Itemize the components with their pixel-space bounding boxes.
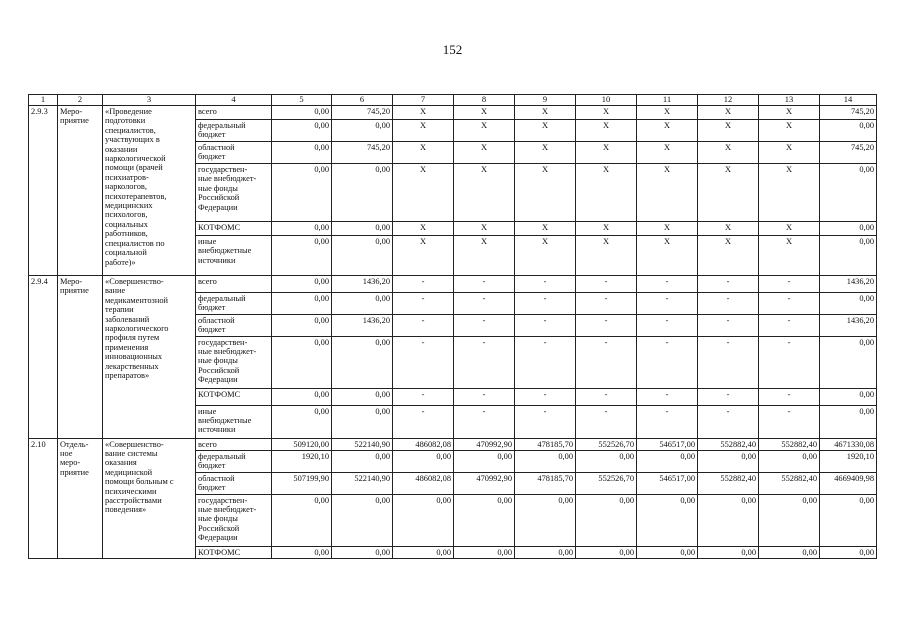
- value-cell: 0,00: [698, 546, 759, 558]
- value-cell: X: [393, 106, 454, 120]
- funding-source: всего: [196, 276, 272, 293]
- value-cell: X: [759, 164, 820, 222]
- value-cell: 0,00: [820, 546, 877, 558]
- value-cell: 478185,70: [515, 438, 576, 450]
- value-cell: X: [759, 236, 820, 276]
- section-name: «Совершенство- вание системы оказания медицинской помощи больным с психическими расстройствами поведения»: [103, 438, 196, 558]
- value-cell: X: [698, 236, 759, 276]
- value-cell: 0,00: [332, 451, 393, 473]
- value-cell: -: [576, 314, 637, 336]
- funding-source: иные внебюджетные источники: [196, 405, 272, 438]
- value-cell: 0,00: [332, 293, 393, 315]
- value-cell: -: [454, 314, 515, 336]
- value-cell: X: [698, 106, 759, 120]
- value-cell: 470992,90: [454, 438, 515, 450]
- value-cell: 0,00: [759, 494, 820, 546]
- value-cell: -: [759, 314, 820, 336]
- value-cell: 0,00: [332, 494, 393, 546]
- value-cell: 0,00: [272, 293, 332, 315]
- value-cell: 486082,08: [393, 438, 454, 450]
- value-cell: -: [576, 388, 637, 405]
- value-cell: 745,20: [332, 106, 393, 120]
- value-cell: X: [637, 222, 698, 236]
- value-cell: 0,00: [272, 236, 332, 276]
- value-cell: X: [393, 236, 454, 276]
- funding-source: всего: [196, 438, 272, 450]
- value-cell: -: [515, 388, 576, 405]
- value-cell: 0,00: [393, 451, 454, 473]
- value-cell: -: [698, 293, 759, 315]
- value-cell: 0,00: [332, 336, 393, 388]
- value-cell: 0,00: [393, 546, 454, 558]
- value-cell: X: [698, 142, 759, 164]
- value-cell: 0,00: [759, 451, 820, 473]
- value-cell: X: [759, 222, 820, 236]
- value-cell: -: [515, 276, 576, 293]
- value-cell: 478185,70: [515, 472, 576, 494]
- value-cell: -: [637, 405, 698, 438]
- value-cell: 0,00: [637, 546, 698, 558]
- value-cell: 0,00: [820, 236, 877, 276]
- value-cell: 0,00: [454, 451, 515, 473]
- value-cell: X: [576, 236, 637, 276]
- value-cell: X: [637, 142, 698, 164]
- value-cell: 0,00: [515, 494, 576, 546]
- section-code: 2.9.3: [29, 106, 58, 276]
- value-cell: X: [637, 236, 698, 276]
- value-cell: 745,20: [332, 142, 393, 164]
- value-cell: -: [698, 276, 759, 293]
- value-cell: X: [698, 222, 759, 236]
- funding-source: КОТФОМС: [196, 388, 272, 405]
- value-cell: 0,00: [515, 451, 576, 473]
- value-cell: 0,00: [332, 405, 393, 438]
- funding-source: государствен- ные внебюджет- ные фонды Российской Федерации: [196, 336, 272, 388]
- value-cell: 0,00: [576, 546, 637, 558]
- value-cell: 745,20: [820, 142, 877, 164]
- value-cell: 1920,10: [272, 451, 332, 473]
- value-cell: -: [698, 388, 759, 405]
- column-header: 11: [637, 95, 698, 106]
- page-number: 152: [442, 42, 463, 57]
- value-cell: -: [637, 276, 698, 293]
- value-cell: 0,00: [272, 405, 332, 438]
- table-row: [29, 276, 877, 293]
- value-cell: -: [576, 293, 637, 315]
- column-header: 1: [29, 95, 58, 106]
- value-cell: 0,00: [272, 494, 332, 546]
- column-header: 10: [576, 95, 637, 106]
- value-cell: X: [576, 222, 637, 236]
- section-type: Меро- приятие: [58, 276, 103, 439]
- value-cell: 0,00: [820, 120, 877, 142]
- value-cell: 0,00: [332, 120, 393, 142]
- funding-source: областной бюджет: [196, 314, 272, 336]
- value-cell: 0,00: [272, 276, 332, 293]
- section-name: «Совершенство- вание медикаментозной терапии заболеваний наркологического профиля путем применения инновационных лекарственных препаратов»: [103, 276, 196, 439]
- value-cell: 0,00: [332, 546, 393, 558]
- header-row: [29, 95, 877, 106]
- value-cell: 0,00: [576, 451, 637, 473]
- value-cell: X: [393, 142, 454, 164]
- value-cell: 0,00: [759, 546, 820, 558]
- value-cell: 0,00: [820, 336, 877, 388]
- value-cell: -: [759, 293, 820, 315]
- value-cell: 0,00: [272, 222, 332, 236]
- value-cell: 552526,70: [576, 472, 637, 494]
- value-cell: -: [759, 388, 820, 405]
- value-cell: -: [637, 293, 698, 315]
- table-row: [29, 106, 877, 120]
- value-cell: 4669409,98: [820, 472, 877, 494]
- value-cell: X: [698, 120, 759, 142]
- value-cell: X: [393, 120, 454, 142]
- value-cell: -: [454, 276, 515, 293]
- value-cell: 0,00: [454, 546, 515, 558]
- value-cell: 0,00: [820, 222, 877, 236]
- value-cell: 0,00: [454, 494, 515, 546]
- section-type: Меро- приятие: [58, 106, 103, 276]
- funding-source: областной бюджет: [196, 142, 272, 164]
- value-cell: 509120,00: [272, 438, 332, 450]
- value-cell: -: [576, 405, 637, 438]
- value-cell: X: [393, 222, 454, 236]
- value-cell: -: [698, 336, 759, 388]
- value-cell: 0,00: [820, 388, 877, 405]
- value-cell: X: [759, 142, 820, 164]
- value-cell: X: [515, 164, 576, 222]
- value-cell: X: [515, 120, 576, 142]
- value-cell: -: [454, 336, 515, 388]
- value-cell: X: [637, 106, 698, 120]
- value-cell: X: [454, 142, 515, 164]
- value-cell: 0,00: [820, 293, 877, 315]
- value-cell: -: [759, 405, 820, 438]
- value-cell: 552882,40: [759, 438, 820, 450]
- value-cell: X: [393, 164, 454, 222]
- value-cell: 0,00: [698, 451, 759, 473]
- value-cell: 0,00: [637, 451, 698, 473]
- funding-source: федеральный бюджет: [196, 451, 272, 473]
- value-cell: -: [759, 336, 820, 388]
- value-cell: -: [637, 336, 698, 388]
- funding-source: областной бюджет: [196, 472, 272, 494]
- value-cell: 470992,90: [454, 472, 515, 494]
- value-cell: -: [393, 293, 454, 315]
- column-header: 7: [393, 95, 454, 106]
- value-cell: X: [637, 120, 698, 142]
- value-cell: 0,00: [332, 236, 393, 276]
- value-cell: 486082,08: [393, 472, 454, 494]
- value-cell: 4671330,08: [820, 438, 877, 450]
- value-cell: 0,00: [272, 314, 332, 336]
- value-cell: 0,00: [698, 494, 759, 546]
- value-cell: -: [698, 314, 759, 336]
- funding-source: федеральный бюджет: [196, 293, 272, 315]
- value-cell: X: [576, 106, 637, 120]
- value-cell: X: [576, 120, 637, 142]
- value-cell: X: [454, 120, 515, 142]
- value-cell: 546517,00: [637, 438, 698, 450]
- value-cell: 0,00: [820, 405, 877, 438]
- value-cell: -: [576, 336, 637, 388]
- value-cell: 1920,10: [820, 451, 877, 473]
- value-cell: X: [454, 106, 515, 120]
- value-cell: -: [454, 388, 515, 405]
- value-cell: 1436,20: [820, 314, 877, 336]
- section-code: 2.9.4: [29, 276, 58, 439]
- value-cell: -: [515, 293, 576, 315]
- value-cell: 1436,20: [820, 276, 877, 293]
- column-header: 3: [103, 95, 196, 106]
- value-cell: X: [515, 236, 576, 276]
- value-cell: X: [759, 120, 820, 142]
- value-cell: X: [454, 222, 515, 236]
- funding-source: государствен- ные внебюджет- ные фонды Российской Федерации: [196, 164, 272, 222]
- value-cell: -: [515, 405, 576, 438]
- funding-source: иные внебюджетные источники: [196, 236, 272, 276]
- value-cell: 0,00: [272, 336, 332, 388]
- value-cell: 0,00: [393, 494, 454, 546]
- funding-source: федеральный бюджет: [196, 120, 272, 142]
- value-cell: X: [454, 236, 515, 276]
- value-cell: 0,00: [272, 164, 332, 222]
- value-cell: X: [515, 222, 576, 236]
- column-header: 6: [332, 95, 393, 106]
- value-cell: X: [576, 164, 637, 222]
- section-code: 2.10: [29, 438, 58, 558]
- section-type: Отдель- ное меро- приятие: [58, 438, 103, 558]
- value-cell: 546517,00: [637, 472, 698, 494]
- value-cell: X: [637, 164, 698, 222]
- value-cell: 0,00: [272, 142, 332, 164]
- value-cell: 0,00: [272, 120, 332, 142]
- value-cell: X: [515, 142, 576, 164]
- value-cell: 552526,70: [576, 438, 637, 450]
- value-cell: 0,00: [272, 106, 332, 120]
- value-cell: 1436,20: [332, 276, 393, 293]
- value-cell: -: [576, 276, 637, 293]
- column-header: 13: [759, 95, 820, 106]
- column-header: 5: [272, 95, 332, 106]
- section-name: «Проведение подготовки специалистов, участвующих в оказании наркологической помощи (врачей психиатров- наркологов, психотерапевтов, медицинских психологов, социальных работников, специалистов по социальной работе)»: [103, 106, 196, 276]
- table-row: [29, 438, 877, 450]
- value-cell: X: [576, 142, 637, 164]
- value-cell: -: [515, 336, 576, 388]
- value-cell: -: [454, 405, 515, 438]
- value-cell: 0,00: [820, 494, 877, 546]
- budget-table: [28, 94, 877, 559]
- column-header: 9: [515, 95, 576, 106]
- value-cell: 0,00: [515, 546, 576, 558]
- value-cell: 522140,90: [332, 472, 393, 494]
- value-cell: 0,00: [332, 164, 393, 222]
- value-cell: 0,00: [576, 494, 637, 546]
- column-header: 12: [698, 95, 759, 106]
- value-cell: 0,00: [820, 164, 877, 222]
- value-cell: 552882,40: [698, 438, 759, 450]
- funding-source: КОТФОМС: [196, 546, 272, 558]
- value-cell: X: [515, 106, 576, 120]
- value-cell: -: [393, 276, 454, 293]
- value-cell: 0,00: [637, 494, 698, 546]
- value-cell: -: [637, 388, 698, 405]
- value-cell: 0,00: [272, 388, 332, 405]
- column-header: 8: [454, 95, 515, 106]
- value-cell: 552882,40: [698, 472, 759, 494]
- value-cell: -: [393, 405, 454, 438]
- value-cell: 522140,90: [332, 438, 393, 450]
- funding-source: КОТФОМС: [196, 222, 272, 236]
- value-cell: -: [393, 314, 454, 336]
- value-cell: 507199,90: [272, 472, 332, 494]
- value-cell: -: [393, 336, 454, 388]
- value-cell: 0,00: [272, 546, 332, 558]
- value-cell: X: [454, 164, 515, 222]
- value-cell: -: [698, 405, 759, 438]
- column-header: 14: [820, 95, 877, 106]
- value-cell: -: [393, 388, 454, 405]
- value-cell: 745,20: [820, 106, 877, 120]
- column-header: 4: [196, 95, 272, 106]
- value-cell: 1436,20: [332, 314, 393, 336]
- column-header: 2: [58, 95, 103, 106]
- value-cell: 552882,40: [759, 472, 820, 494]
- value-cell: -: [759, 276, 820, 293]
- value-cell: X: [698, 164, 759, 222]
- funding-source: государствен- ные внебюджет- ные фонды Российской Федерации: [196, 494, 272, 546]
- value-cell: -: [515, 314, 576, 336]
- value-cell: -: [637, 314, 698, 336]
- value-cell: 0,00: [332, 388, 393, 405]
- funding-source: всего: [196, 106, 272, 120]
- value-cell: X: [759, 106, 820, 120]
- value-cell: -: [454, 293, 515, 315]
- value-cell: 0,00: [332, 222, 393, 236]
